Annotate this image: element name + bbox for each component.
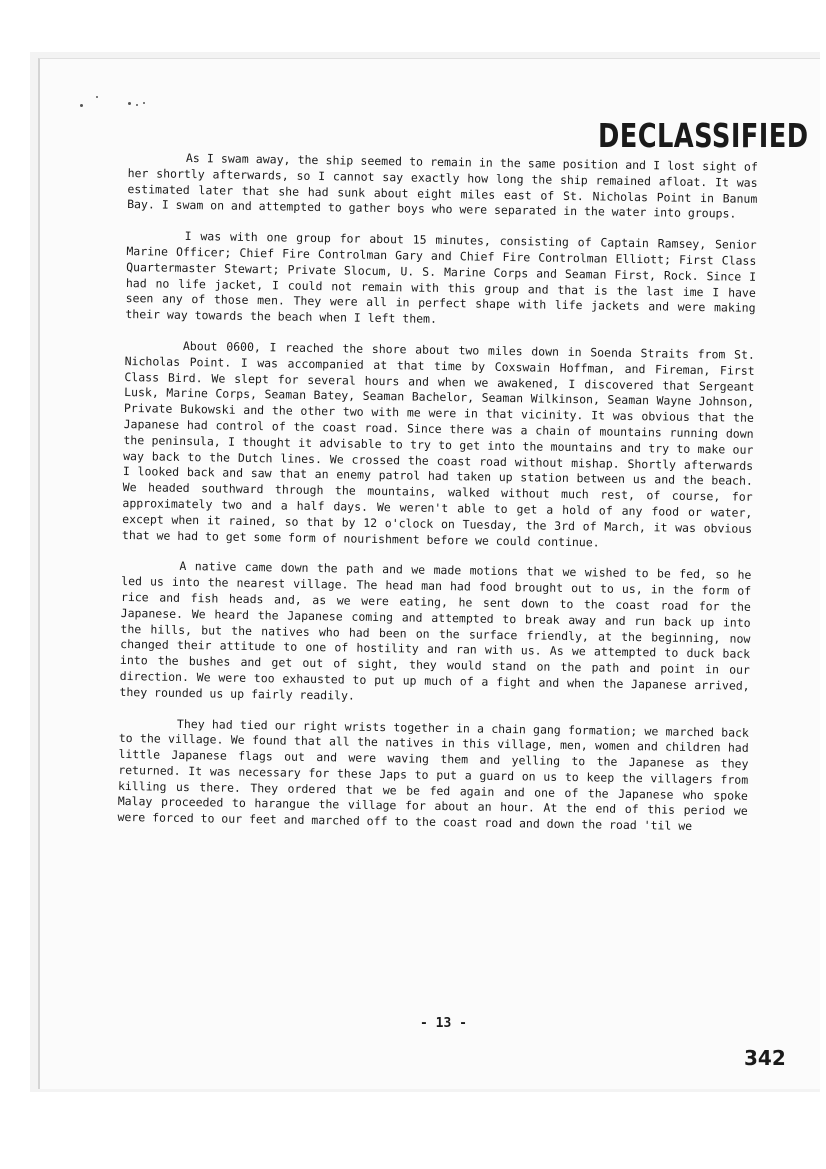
paragraph: They had tied our right wrists together in a chain gang formation; we marched back to the village. We found that all the natives in this village, men, women and children had little Japanese flags out and were waving them and yelling to the Japanese as they returned. It was necessary for these Japs to put a guard on us to keep the villagers from killing us there. They ordered that we be fed again and one of the Japanese who spoke Malay proceeded to harangue the village for about an hour. At the end of this period we were forced to our feet and marched off to the coast road and down the road 'til we [117,716,750,834]
page-number: - 13 - [420,1016,467,1031]
declassified-stamp: DECLASSIFIED [598,116,809,155]
body-text [117,150,758,851]
ink-speck [96,96,98,98]
paragraph: I was with one group for about 15 minutes, consisting of Captain Ramsey, Senior Marine Officer; Chief Fire Controlman Gary and Chief Fire Controlman Elliott; First Class Quartermaster Stewart; Private Slocum, U. S. Marine Corps and Seaman First, Rock. Since I had no life jacket, I could not remain with this group and that is the last ime I have seen any of those men. They were all in perfect shape with life jackets and were making their way towards the beach when I left them. [125,229,757,327]
ink-speck [128,102,131,105]
ink-speck [143,102,145,104]
paragraph: A native came down the path and we made motions that we wished to be fed, so he led us into the nearest village. The head man had food brought out to us, in the form of rice and fish heads and, as we were eating, he sent down to the coast road for the Japanese. We heard the Japanese coming and attempted to break away and run back up into the hills, but the natives who had been on the surface friendly, at the beginning, now changed their attitude to one of hostility and ran with us. As we attempted to duck back into the bushes and get out of sight, they would stand on the path and point in our direction. We were too exhausted to put up much of a fight and when the Japanese arrived, they rounded us up fairly readily. [119,559,752,703]
ink-speck [80,104,83,107]
paragraph: As I swam away, the ship seemed to remain in the same position and I lost sight of her shortly afterwards, so I cannot say exactly how long the ship remained afloat. It was estimated later that she had sunk about eight miles east of St. Nicholas Point in Banum Bay. I swam on and attempted to gather boys who were separated in the water into groups. [127,150,758,221]
paragraph: About 0600, I reached the shore about two miles down in Soenda Straits from St. Nicholas Point. I was accompanied at that time by Coxswain Hoffman, and Fireman, First Class Bird. We slept for several hours and when we awakened, I discovered that Sergeant Lusk, Marine Corps, Seaman Batey, Seaman Bachelor, Seaman Wilkinson, Seaman Wayne Johnson, Private Bukowski and the other two with me were in that vicinity. It was obvious that the Japanese had control of the coast road. Since there was a chain of mountains running down the peninsula, I thought it advisable to try to get into the mountains and try to make our way back to the Dutch lines. We crossed the coast road without mishap. Shortly afterwards I looked back and saw that an enemy patrol had taken up station between us and the beach. We headed southward through the mountains, walked without much rest, of course, for approximately two and a half days. We weren't able to get a hold of any food or water, except when it rained, so that by 12 o'clock on Tuesday, the 3rd of March, it was obvious that we had to get some form of nourishment before we could continue. [121,338,755,549]
reference-number: 342 [744,1046,786,1070]
ink-speck [136,104,138,106]
